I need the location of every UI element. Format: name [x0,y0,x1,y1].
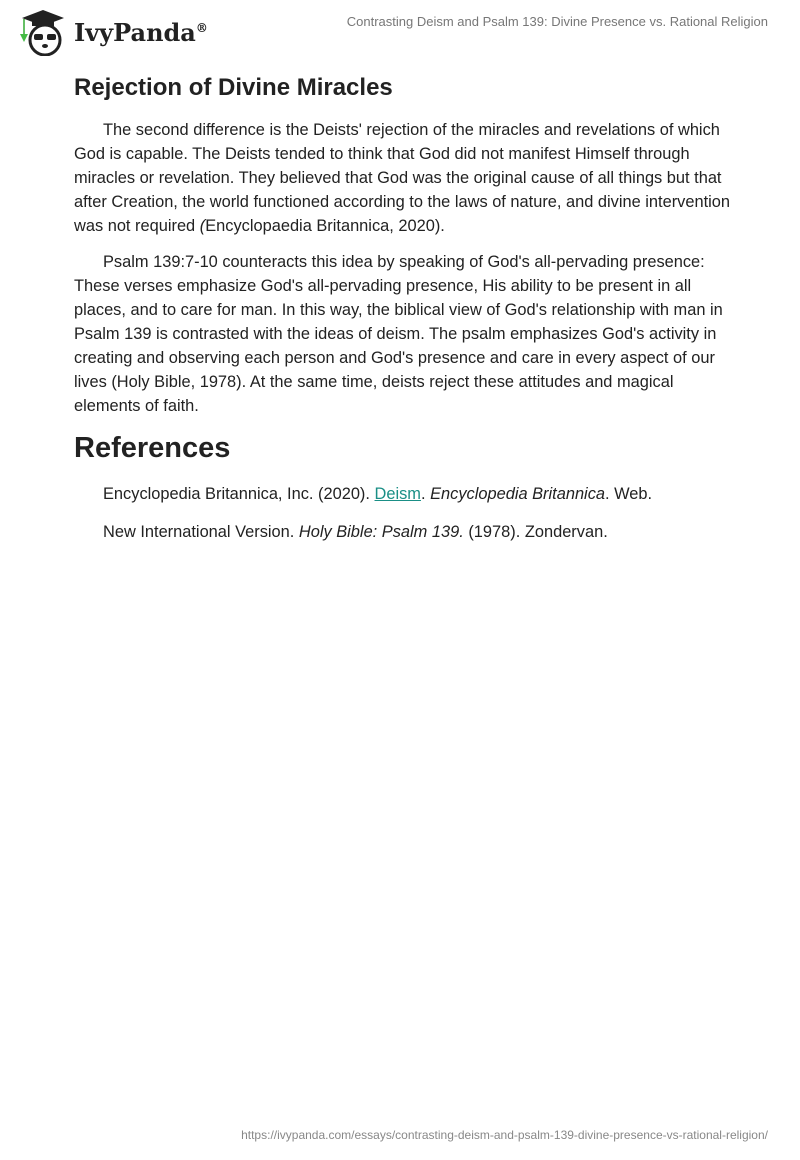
deism-link[interactable]: Deism [374,485,421,503]
header-title: Contrasting Deism and Psalm 139: Divine Presence vs. Rational Religion [346,14,768,29]
paragraph: The second difference is the Deists' rejection of the miracles and revelations of which God is capable. The Deists tended to think that God did not manifest Himself through miracles or revelation. They believed that God was the original cause of all things but that after Creation, the world functioned according to the laws of nature, and divine intervention was not required (Encyclopaedia Britannica, 2020). [74,121,731,235]
reference-item: New International Version. Holy Bible: Psalm 139. (1978). Zondervan. [103,523,608,541]
section-heading: Rejection of Divine Miracles [74,74,393,101]
reference-item: Encyclopedia Britannica, Inc. (2020). Deism. Encyclopedia Britannica. Web. [103,485,653,503]
panda-logo-icon [18,8,68,56]
article [74,72,734,558]
paragraph: Psalm 139:7-10 counteracts this idea by speaking of God's all-pervading presence: These verses emphasize God's all-pervading presence, His ability to be present in all places, and to care for man. In this way, the biblical view of God's relationship with man in Psalm 139 is contrasted with the ideas of deism. The psalm emphasizes God's activity in creating and observing each person and God's presence and care in every aspect of our lives (Holy Bible, 1978). At the same time, deists reject these attitudes and magical elements of faith. [74,253,723,415]
footer-url: https://ivypanda.com/essays/contrasting-deism-and-psalm-139-divine-presence-vs-rational-religion/ [241,1128,768,1142]
references-heading: References [74,432,231,464]
logo[interactable] [18,8,208,56]
logo-text: IvyPanda® [74,17,208,47]
